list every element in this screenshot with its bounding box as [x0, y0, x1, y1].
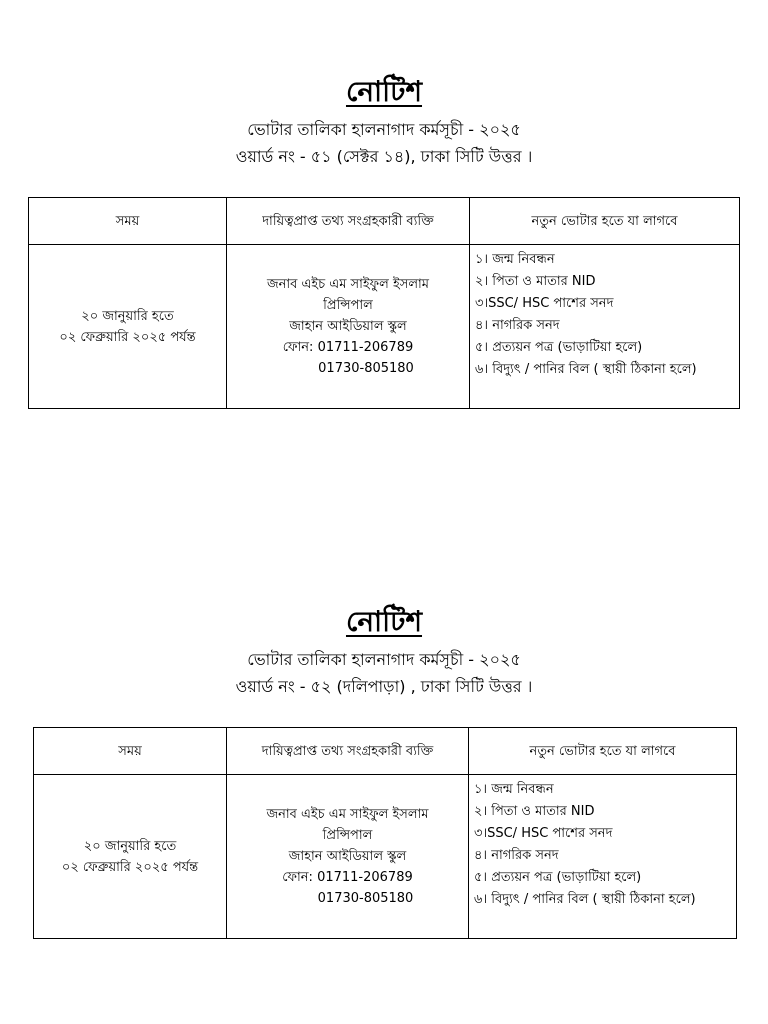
ward-line: ওয়ার্ড নং - ৫১ (সেক্টর ১৪), ঢাকা সিটি উত্তর ।: [235, 147, 533, 166]
header-requirements: নতুন ভোটার হতে যা লাগবে: [469, 728, 737, 775]
requirements-cell: [470, 245, 740, 409]
notice-title: নোটিশ: [345, 75, 423, 108]
list-item: ৩।SSC/ HSC পাশের সনদ: [474, 826, 613, 841]
time-to: ০২ ফেব্রুয়ারি ২০২৫ পর্যন্ত: [61, 859, 199, 875]
time-cell: [29, 245, 227, 409]
notice-header-2: [0, 604, 768, 700]
requirements-list: [475, 249, 733, 381]
list-item: ৬। বিদ্যুৎ / পানির বিল ( স্থায়ী ঠিকানা হলে): [475, 362, 697, 377]
list-item: ১। জন্ম নিবন্ধন: [474, 782, 554, 797]
header-requirements: নতুন ভোটার হতে যা লাগবে: [470, 198, 740, 245]
table-header-row: [34, 728, 737, 775]
notice-subtitle: ভোটার তালিকা হালনাগাদ কর্মসূচী - ২০২৫: [247, 650, 521, 669]
list-item: ৪। নাগরিক সনদ: [474, 848, 559, 863]
list-item: ২। পিতা ও মাতার NID: [474, 804, 595, 819]
time-from: ২০ জানুয়ারি হতে: [81, 308, 174, 324]
table-header-row: [29, 198, 740, 245]
time-cell: [34, 775, 227, 939]
schedule-table-2: [33, 727, 737, 939]
phone-primary: ফোন: 01711-206789: [282, 870, 413, 885]
list-item: ১। জন্ম নিবন্ধন: [475, 252, 555, 267]
person-org: জাহান আইডিয়াল স্কুল: [288, 849, 407, 864]
list-item: ৪। নাগরিক সনদ: [475, 318, 560, 333]
person-name: জনাব এইচ এম সাইফুল ইসলাম: [266, 807, 429, 822]
notice-title: নোটিশ: [345, 605, 423, 638]
header-time: সময়: [34, 728, 227, 775]
phone-secondary: 01730-805180: [318, 361, 414, 376]
person-org: জাহান আইডিয়াল স্কুল: [289, 319, 407, 334]
table-row: [34, 775, 737, 939]
list-item: ৫। প্রত্যয়ন পত্র (ভাড়াটিয়া হলে): [474, 870, 642, 885]
time-to: ০২ ফেব্রুয়ারি ২০২৫ পর্যন্ত: [59, 329, 196, 345]
notice-subtitle: ভোটার তালিকা হালনাগাদ কর্মসূচী - ২০২৫: [247, 120, 521, 139]
list-item: ৫। প্রত্যয়ন পত্র (ভাড়াটিয়া হলে): [475, 340, 643, 355]
schedule-table-1: [28, 197, 740, 409]
ward-line: ওয়ার্ড নং - ৫২ (দলিপাড়া) , ঢাকা সিটি উত্তর ।: [235, 677, 533, 696]
person-title: প্রিন্সিপাল: [323, 298, 373, 313]
requirements-cell: [469, 775, 737, 939]
list-item: ৩।SSC/ HSC পাশের সনদ: [475, 296, 614, 311]
person-name: জনাব এইচ এম সাইফুল ইসলাম: [266, 277, 430, 292]
phone-primary: ফোন: 01711-206789: [282, 340, 414, 355]
list-item: ৬। বিদ্যুৎ / পানির বিল ( স্থায়ী ঠিকানা হলে): [474, 892, 696, 907]
header-person: দায়িত্বপ্রাপ্ত তথ্য সংগ্রহকারী ব্যক্তি: [227, 198, 470, 245]
person-cell: [227, 775, 469, 939]
requirements-list: [474, 779, 730, 911]
phone-secondary: 01730-805180: [317, 891, 414, 906]
header-time: সময়: [29, 198, 227, 245]
table-row: [29, 245, 740, 409]
header-person: দায়িত্বপ্রাপ্ত তথ্য সংগ্রহকারী ব্যক্তি: [227, 728, 469, 775]
person-title: প্রিন্সিপাল: [322, 828, 373, 843]
time-from: ২০ জানুয়ারি হতে: [83, 838, 177, 854]
notice-header-1: [0, 74, 768, 170]
person-cell: [227, 245, 470, 409]
list-item: ২। পিতা ও মাতার NID: [475, 274, 596, 289]
